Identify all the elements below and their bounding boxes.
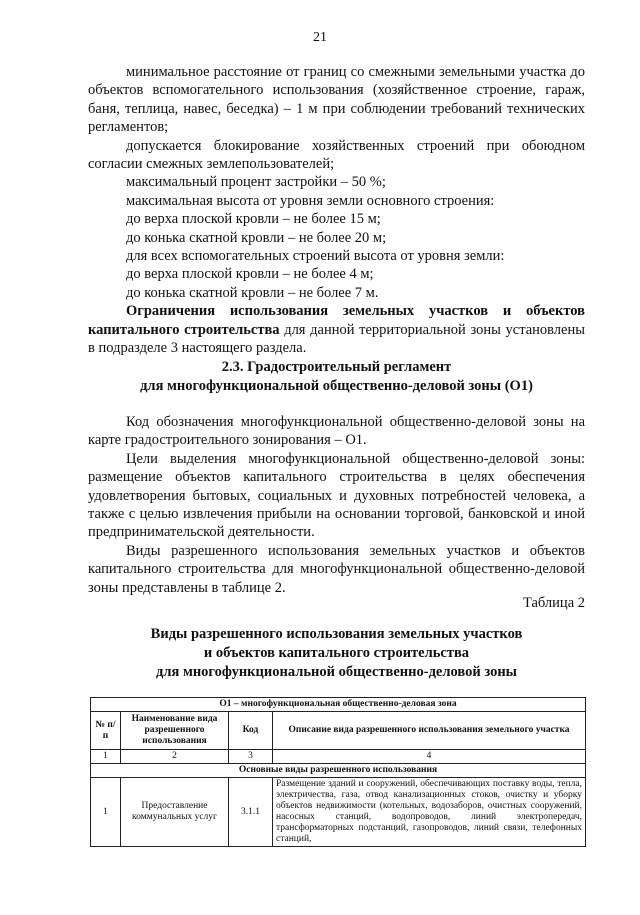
column-number: 1: [91, 750, 121, 764]
header-code: Код: [229, 712, 273, 750]
section-title-line: 2.3. Градостроительный регламент: [221, 359, 452, 375]
restriction-rest: для данной территориальной зоны установлены в подразделе 3 настоящего раздела.: [88, 321, 585, 357]
paragraph: Виды разрешенного использования земельных участков и объектов капитального строительства для многофункциональной общественно-деловой зоны представлены в таблице 2.: [88, 542, 585, 596]
table-caption: Таблица 2: [522, 595, 585, 611]
header-name: Наименование вида разрешенного использования: [121, 712, 229, 750]
paragraph: до конька скатной кровли – не более 7 м.: [126, 284, 379, 301]
paragraph: до верха плоской кровли – не более 4 м;: [126, 266, 374, 283]
restriction-bold: Ограничения использования земельных участков и объектов капитального строительства: [88, 303, 585, 338]
paragraph: допускается блокирование хозяйственных строений при обоюдном согласии смежных землепользователей;: [88, 137, 585, 173]
restriction-paragraph: [88, 302, 585, 357]
header-description: Описание вида разрешенного использования земельного участка: [273, 712, 586, 750]
cell-description: Размещение зданий и сооружений, обеспечивающих поставку воды, тепла, электричества, газа, отвод канализационных стоков, очистку и уборку объектов недвижимости (котельных, водозаборов, очистных сооружений, насосных станций, водопроводов, линий электропередач, трансформаторных подстанций, газопроводов, линий связи, телефонных станций,: [273, 778, 586, 847]
cell-number: 1: [91, 778, 121, 847]
section-title: [88, 358, 585, 395]
paragraph: до верха плоской кровли – не более 15 м;: [126, 211, 381, 228]
table-header-row: [91, 712, 586, 750]
paragraph: максимальный процент застройки – 50 %;: [126, 174, 386, 191]
page-number: 21: [313, 30, 327, 45]
column-number: 4: [273, 750, 586, 764]
table-title: [88, 625, 585, 682]
table-row: [91, 778, 586, 847]
table-row: [91, 698, 586, 712]
table-title-line: Виды разрешенного использования земельных участков: [150, 626, 523, 642]
paragraph: Цели выделения многофункциональной общественно-деловой зоны: размещение объектов капитального строительства в целях обеспечения удовлетворения бытовых, социальных и духовных потребностей человека, а также с целью извлечения прибыли на основании торговой, банковской и иной предпринимательской деятельности.: [88, 450, 585, 541]
subheader-cell: Основные виды разрешенного использования: [91, 764, 586, 778]
table-row: [91, 764, 586, 778]
table-title-line: для многофункциональной общественно-деловой зоны: [156, 664, 517, 680]
section-title-line: для многофункциональной общественно-деловой зоны (О1): [140, 377, 533, 394]
zone-header-cell: О1 – многофункциональная общественно-деловая зона: [91, 698, 586, 712]
section-text: [88, 413, 585, 597]
header-number: № п/п: [91, 712, 121, 750]
paragraph: для всех вспомогательных строений высота от уровня земли:: [126, 248, 505, 265]
cell-name: Предоставление коммунальных услуг: [121, 778, 229, 847]
table-row: [91, 750, 586, 764]
paragraph: максимальная высота от уровня земли основного строения:: [126, 192, 495, 209]
permitted-uses-table: [90, 697, 586, 847]
table-title-line: и объектов капитального строительства: [203, 645, 470, 661]
paragraph: до конька скатной кровли – не более 20 м;: [126, 229, 387, 246]
column-number: 3: [229, 750, 273, 764]
paragraph: минимальное расстояние от границ со смежными земельными участка до объектов вспомогательного использования (хозяйственное строение, гараж, баня, теплица, навес, беседка) – 1 м при соблюдении требований технических регламентов;: [88, 64, 585, 136]
cell-code: 3.1.1: [229, 778, 273, 847]
zone-parameters-text: [88, 63, 585, 358]
column-number: 2: [121, 750, 229, 764]
paragraph: Код обозначения многофункциональной общественно-деловой зоны на карте градостроительного зонирования – О1.: [88, 414, 585, 449]
